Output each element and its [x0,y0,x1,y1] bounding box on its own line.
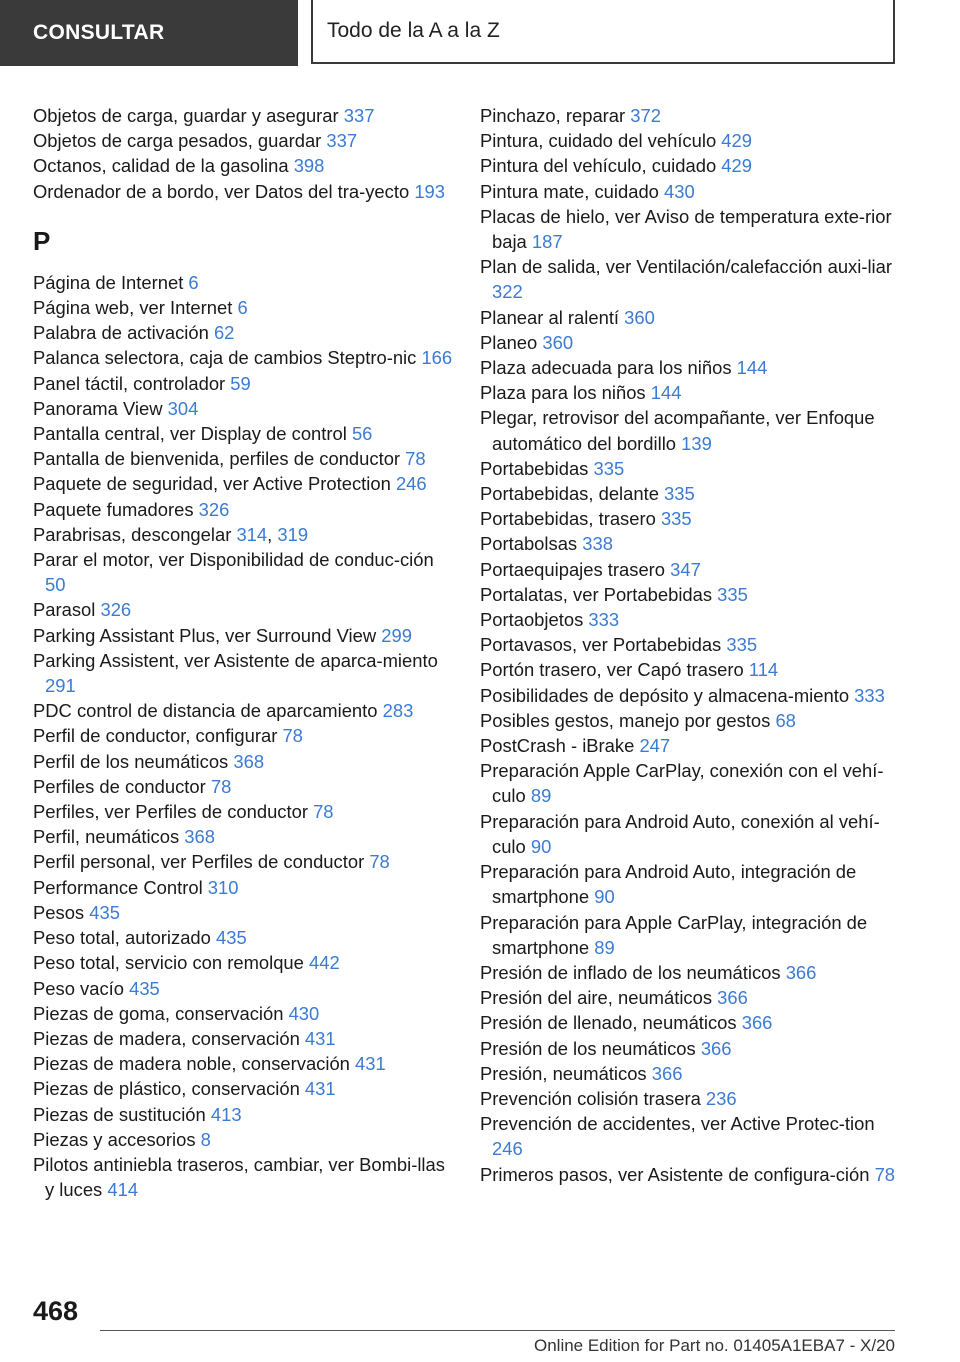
page-reference-link[interactable]: 368 [184,826,215,848]
index-entry-text: Planeo [480,331,543,353]
index-entry-text: Presión de los neumáticos [480,1037,701,1059]
page-reference-link[interactable]: 144 [650,382,682,404]
page-reference-link[interactable]: 435 [216,927,247,949]
page-reference-link[interactable]: 335 [726,634,758,656]
index-entry-text: Peso total, servicio con remolque [33,952,309,974]
index-entry-text: Portavasos, ver Portabebidas [480,634,727,656]
index-letter-heading: P [33,225,51,256]
index-column-right [480,103,900,1187]
index-entry-text: Preparación Apple CarPlay, conexión con el vehí-culo [480,760,884,807]
footer-divider [100,1330,895,1331]
page-reference-link[interactable]: 337 [343,105,375,126]
index-entry [480,859,900,909]
index-entry [33,1001,453,1026]
page-reference-link[interactable]: 78 [313,801,334,823]
index-entry [33,900,453,925]
index-entry [33,1026,453,1051]
index-entry-text: Ordenador de a bordo, ver Datos del tra-yecto [33,180,415,202]
index-entry [33,723,453,748]
page-reference-link[interactable]: 78 [405,448,426,470]
index-entry [480,607,900,632]
page-reference-link[interactable]: 366 [700,1037,732,1059]
index-entry [480,985,900,1010]
index-entry-text: Objetos de carga pesados, guardar [33,130,327,152]
index-entry [480,506,900,531]
page-reference-link[interactable]: 59 [230,372,251,394]
index-entry-text: Parasol [33,599,101,621]
index-entry-text: Perfil de conductor, configurar [33,725,283,747]
index-entry-text: Piezas de madera noble, conservación [33,1053,356,1075]
index-entry-text: Prevención colisión trasera [480,1087,706,1109]
page-reference-link[interactable]: 366 [741,1012,773,1034]
page-reference-link[interactable]: 429 [721,155,752,177]
page-reference-link[interactable]: 335 [593,457,625,479]
index-entry-text: Plaza para los niños [480,382,651,404]
page-reference-link[interactable]: 304 [167,397,199,419]
index-entry-text: Presión, neumáticos [480,1062,652,1084]
index-entry [480,632,900,657]
index-entry [33,396,453,421]
page-reference-link[interactable]: 338 [582,533,613,555]
page-reference-link[interactable]: 413 [210,1103,242,1125]
index-entry-text: Palabra de activación [33,322,214,344]
index-entry [33,623,453,648]
page-reference-link[interactable]: 166 [421,347,453,369]
page-reference-link[interactable]: 56 [351,423,373,445]
page-reference-link[interactable]: 366 [717,987,748,1009]
index-entry-text: Paquete fumadores [33,498,199,520]
index-entry-text: Presión del aire, neumáticos [480,987,718,1009]
index-entry-text: Presión de inflado de los neumáticos [480,961,786,983]
index-entry [33,875,453,900]
page-reference-link[interactable]: 78 [282,725,303,747]
index-entry [33,1152,453,1202]
index-entry-text: Piezas de plástico, conservación [33,1078,305,1100]
index-entry [480,758,900,808]
page-reference-link[interactable]: 144 [736,357,768,379]
index-entry-text: Portaequipajes trasero [480,558,671,580]
page-reference-link[interactable]: 366 [651,1062,683,1084]
index-entry-text: Plegar, retrovisor del acompañante, ver Enfoque automático del bordillo [480,407,875,454]
page-reference-link[interactable]: 236 [705,1087,737,1109]
page-reference-link[interactable]: 333 [588,609,620,631]
index-entry-text: Pesos [33,901,90,923]
index-entry [480,809,900,859]
index-entry-text: Perfiles de conductor [33,775,211,797]
index-entry-text: Piezas de goma, conservación [33,1002,289,1024]
index-entry-text: Portalatas, ver Portabebidas [480,583,718,605]
index-entry [33,1076,453,1101]
index-entry-text: Panorama View [33,397,168,419]
page-reference-link[interactable]: 435 [129,977,160,999]
index-entry-text: Prevención de accidentes, ver Active Protec-tion [480,1113,875,1135]
index-entry-text: Piezas y accesorios [33,1128,201,1150]
page-reference-link[interactable]: 319 [277,523,309,545]
page-reference-link[interactable]: 114 [748,659,779,681]
index-entry [33,128,453,153]
page-reference-link[interactable]: 89 [594,936,615,958]
index-entry [480,960,900,985]
page-reference-link[interactable]: 335 [660,508,692,530]
edition-note: Online Edition for Part no. 01405A1EBA7 - X/20 [533,1336,895,1355]
index-entry [480,683,900,708]
index-entry-text: Perfil, neumáticos [33,826,185,848]
index-entry-text: Objetos de carga, guardar y asegurar [33,105,344,126]
index-entry [480,1086,900,1111]
page-reference-link[interactable]: 6 [237,297,248,319]
index-entry-text: Piezas de sustitución [33,1103,211,1125]
page-reference-link[interactable]: 187 [531,231,563,253]
page-reference-link[interactable]: 360 [624,306,655,328]
index-entry-text: Portabebidas [480,457,594,479]
page-header [0,0,960,66]
page-reference-link[interactable]: 431 [304,1027,336,1049]
index-entry-text: Perfil de los neumáticos [33,750,234,772]
index-entry [480,657,900,682]
index-column-left [33,103,453,1202]
page-reference-link[interactable]: 89 [530,785,552,807]
page-reference-link[interactable]: 326 [100,599,132,621]
index-entry-text: Performance Control [33,876,208,898]
page-reference-link[interactable]: 335 [664,483,695,505]
index-entry-text: Planear al ralentí [480,306,625,328]
index-entry [480,1111,900,1161]
index-entry [33,824,453,849]
page-reference-link[interactable]: 333 [854,684,885,706]
page-reference-link[interactable]: 283 [382,700,414,722]
index-entry [480,103,900,128]
index-group-p-continued [480,103,900,1187]
page-reference-link[interactable]: 310 [207,876,239,898]
index-entry-text: Parabrisas, descongelar [33,523,237,545]
index-entry-text: Perfil personal, ver Perfiles de conductor [33,851,370,873]
chapter-title: Todo de la A a la Z [311,0,895,64]
index-entry [33,320,453,345]
index-entry-text: Portón trasero, ver Capó trasero [480,659,749,681]
index-entry [480,910,900,960]
index-entry-text: Parking Assistent, ver Asistente de aparca-miento [33,649,438,671]
index-entry [33,345,453,370]
page-reference-link[interactable]: 139 [681,432,712,454]
index-entry-text: Piezas de madera, conservación [33,1027,305,1049]
index-entry-text: Posibles gestos, manejo por gestos [480,709,776,731]
index-entry [33,597,453,622]
index-entry [480,582,900,607]
index-entry [33,925,453,950]
page-reference-link[interactable]: 366 [785,961,817,983]
index-entry-text: Posibilidades de depósito y almacena-miento [480,684,855,706]
page-reference-link[interactable]: 246 [395,473,427,495]
index-entry [480,355,900,380]
index-entry: Parabrisas, descongelar 314, 319 [33,523,309,545]
page-reference-link[interactable]: 430 [288,1002,320,1024]
index-entry-text: Primeros pasos, ver Asistente de configura-ción [480,1163,875,1185]
index-entry [33,270,453,295]
index-entry [33,103,453,128]
index-entry [33,471,453,496]
index-entry [33,698,453,723]
page-reference-link[interactable]: 430 [664,180,695,202]
index-entry [480,1061,900,1086]
index-entry-text: Pintura del vehículo, cuidado [480,155,722,177]
page-reference-link[interactable]: 372 [630,105,661,126]
index-entry [33,950,453,975]
index-entry [480,481,900,506]
page-number: 468 [33,1296,79,1326]
index-entry-text: Parar el motor, ver Disponibilidad de conduc-ción [33,549,434,571]
index-entry-text: Portaobjetos [480,609,589,631]
index-entry [33,1127,453,1152]
index-entry-text: Pintura, cuidado del vehículo [480,130,722,152]
page-reference-link[interactable]: 431 [355,1053,386,1075]
page-reference-link[interactable]: 414 [107,1179,139,1201]
index-entry [480,405,900,455]
index-entry [33,497,453,522]
index-entry [33,179,453,204]
index-entry-text: Parking Assistant Plus, ver Surround View [33,624,382,646]
index-entry [480,179,900,204]
index-entry [33,1102,453,1127]
page-reference-link[interactable]: 347 [670,558,701,580]
page-reference-link[interactable]: 360 [542,331,574,353]
index-entry-text: Plaza adecuada para los niños [480,357,737,379]
page-reference-link[interactable]: 78 [369,851,390,873]
page-reference-link[interactable]: 435 [89,901,120,923]
page-reference-link[interactable]: 50 [45,574,66,596]
page-reference-link[interactable]: 299 [381,624,412,646]
page-reference-link[interactable]: 246 [492,1138,523,1160]
index-entry [480,456,900,481]
page-reference-link[interactable]: 6 [188,271,199,293]
index-entry-text: Pintura mate, cuidado [480,180,665,202]
page-reference-link[interactable]: 314 [236,523,268,545]
page-reference-link[interactable]: 429 [721,130,752,152]
index-entry-text: Pilotos antiniebla traseros, cambiar, ver Bombi-llas y luces [33,1153,445,1201]
index-entry-text: Peso total, autorizado [33,927,216,949]
index-entry-text: Paquete de seguridad, ver Active Protection [33,473,396,495]
index-entry [33,371,453,396]
index-entry-text: Preparación para Android Auto, integración de smartphone [480,861,857,908]
index-entry [480,708,900,733]
index-entry [33,774,453,799]
index-group-o [33,103,453,204]
section-tab[interactable]: CONSULTAR [0,0,298,66]
index-entry-text: Placas de hielo, ver Aviso de temperatura exte-rior baja [480,205,892,253]
index-entry [33,421,453,446]
index-group-p [33,270,453,1203]
index-entry-text: Portabebidas, delante [480,483,665,505]
index-entry-text: Presión de llenado, neumáticos [480,1012,742,1034]
index-entry-text: Preparación para Android Auto, conexión al vehí-culo [480,810,880,857]
page-reference-link[interactable]: 335 [717,583,748,605]
index-entry-text: Preparación para Apple CarPlay, integración de smartphone [480,911,868,958]
index-entry [33,849,453,874]
index-entry-text: Palanca selectora, caja de cambios Steptro-nic [33,347,422,369]
index-entry-text: Plan de salida, ver Ventilación/calefacción auxi-liar [480,256,892,278]
index-entry-text: Panel táctil, controlador [33,372,231,394]
index-entry [33,547,453,597]
page-reference-link[interactable]: 90 [530,835,552,857]
index-entry [480,204,900,254]
page-reference-link[interactable]: 322 [492,281,523,303]
index-entry [33,648,453,698]
page-reference-link[interactable]: 291 [45,675,76,697]
page-reference-link[interactable]: 8 [200,1128,211,1150]
index-entry [33,153,453,178]
index-entry-text: Octanos, calidad de la gasolina [33,155,294,177]
index-entry-text: Pantalla de bienvenida, perfiles de conductor [33,448,406,470]
index-entry-text: PDC control de distancia de aparcamiento [33,700,383,722]
index-entry [33,295,453,320]
index-entry [480,733,900,758]
index-entry [33,446,453,471]
index-entry [480,1010,900,1035]
index-entry [480,1036,900,1061]
index-entry-text: Pantalla central, ver Display de control [33,423,352,445]
page-reference-link[interactable]: 326 [198,498,230,520]
index-entry-text: Página de Internet [33,271,189,293]
page-reference-link[interactable]: 78 [874,1163,896,1185]
index-entry-text: Peso vacío [33,977,130,999]
index-entry-text: Pinchazo, reparar [480,105,631,126]
index-entry-text: Portabebidas, trasero [480,508,661,530]
index-entry-text: Perfiles, ver Perfiles de conductor [33,801,314,823]
index-entry [480,153,900,178]
page-reference-link[interactable]: 62 [213,322,235,344]
page-reference-link[interactable]: 247 [639,735,671,757]
page-reference-link[interactable]: 398 [293,155,325,177]
index-entry [480,305,900,330]
page-reference-link[interactable]: 368 [233,750,265,772]
page-reference-link[interactable]: 431 [304,1078,336,1100]
page-reference-link[interactable]: 90 [594,886,615,908]
index-entry [480,380,900,405]
page-reference-link[interactable]: 442 [309,952,340,974]
index-entry [33,749,453,774]
index-entry [480,330,900,355]
index-entry-text: PostCrash - iBrake [480,735,640,757]
index-entry-text: Página web, ver Internet [33,297,238,319]
page-reference-link[interactable]: 68 [775,709,796,731]
index-entry [480,1162,900,1187]
index-entry [480,557,900,582]
index-entry [33,976,453,1001]
index-entry [480,531,900,556]
index-entry-text: Portabolsas [480,533,583,555]
index-entry [33,1051,453,1076]
index-entry [480,254,900,304]
index-entry [480,128,900,153]
page-reference-link[interactable]: 193 [414,180,445,202]
page-reference-link[interactable]: 337 [326,130,358,152]
index-entry [33,799,453,824]
page-reference-link[interactable]: 78 [210,775,232,797]
